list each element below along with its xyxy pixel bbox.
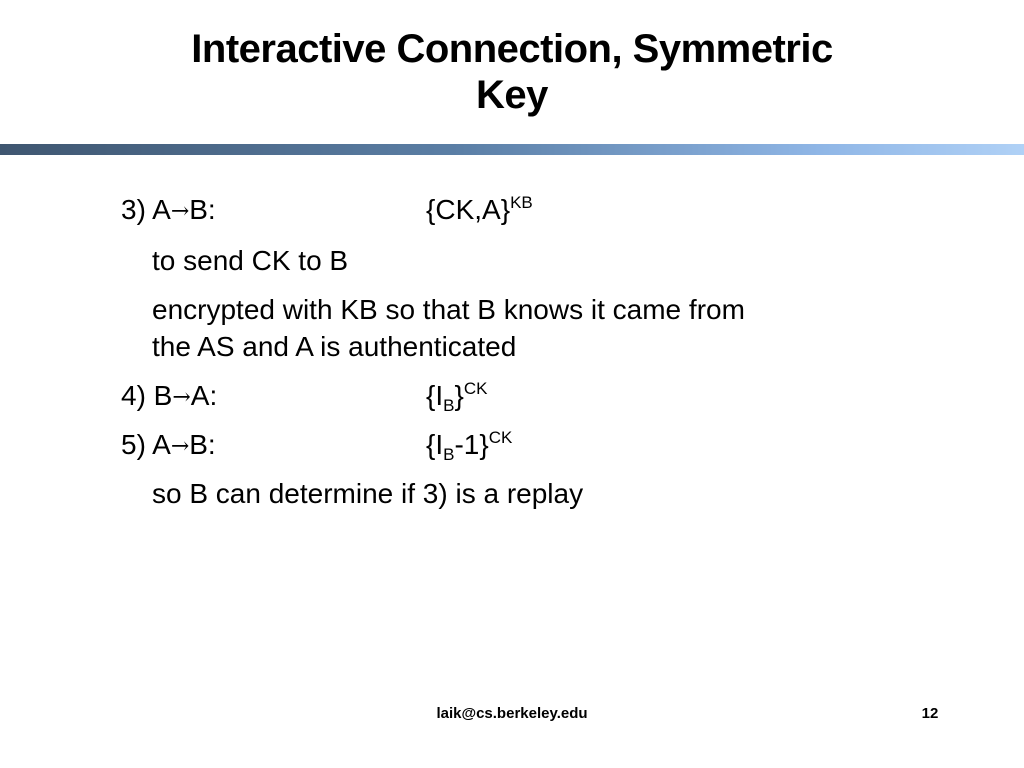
step-4-message-open: {I [426, 380, 444, 411]
step-5-message-close: -1} [454, 429, 489, 460]
step-4-message-sub: B [443, 396, 455, 415]
note-encrypted-text-1: encrypted with KB so that B knows it came from [152, 294, 745, 325]
step-4-message-key: CK [463, 379, 488, 398]
step-3-message [426, 193, 533, 227]
slide-title-line-1: Interactive Connection, Symmetric [191, 27, 833, 71]
step-5-label [121, 428, 216, 464]
step-4-message [426, 379, 487, 413]
step-5-label-prefix: 5) A [121, 429, 171, 460]
step-3-label-prefix: 3) A [121, 194, 171, 225]
note-encrypted-text-2: the AS and A is authenticated [152, 331, 517, 362]
slide-title [100, 26, 924, 118]
step-4-label-prefix: 4) B [121, 380, 173, 411]
step-4-message-close: } [454, 380, 464, 411]
step-4-label [121, 379, 217, 415]
step-4-label-suffix: A: [190, 380, 218, 411]
right-arrow-icon: → [170, 199, 190, 224]
step-5-message-sub: B [443, 445, 455, 464]
step-5-label-suffix: B: [189, 429, 216, 460]
title-divider-bar [0, 144, 1024, 155]
step-3-label-suffix: B: [189, 194, 216, 225]
right-arrow-icon: → [172, 385, 191, 410]
step-3-label [121, 193, 216, 229]
step-3-message-main: {CK,A} [426, 194, 511, 225]
step-3-message-key: KB [510, 193, 533, 212]
slide-title-line-2: Key [476, 73, 548, 117]
footer-email: laik@cs.berkeley.edu [436, 705, 588, 722]
step-5-message [426, 428, 512, 462]
right-arrow-icon: → [170, 434, 190, 459]
step-5-message-open: {I [426, 429, 444, 460]
step-5-message-key: CK [488, 428, 513, 447]
page-number: 12 [921, 705, 939, 722]
note-replay-text: so B can determine if 3) is a replay [152, 478, 584, 509]
note-send-ck-text: to send CK to B [152, 245, 349, 276]
